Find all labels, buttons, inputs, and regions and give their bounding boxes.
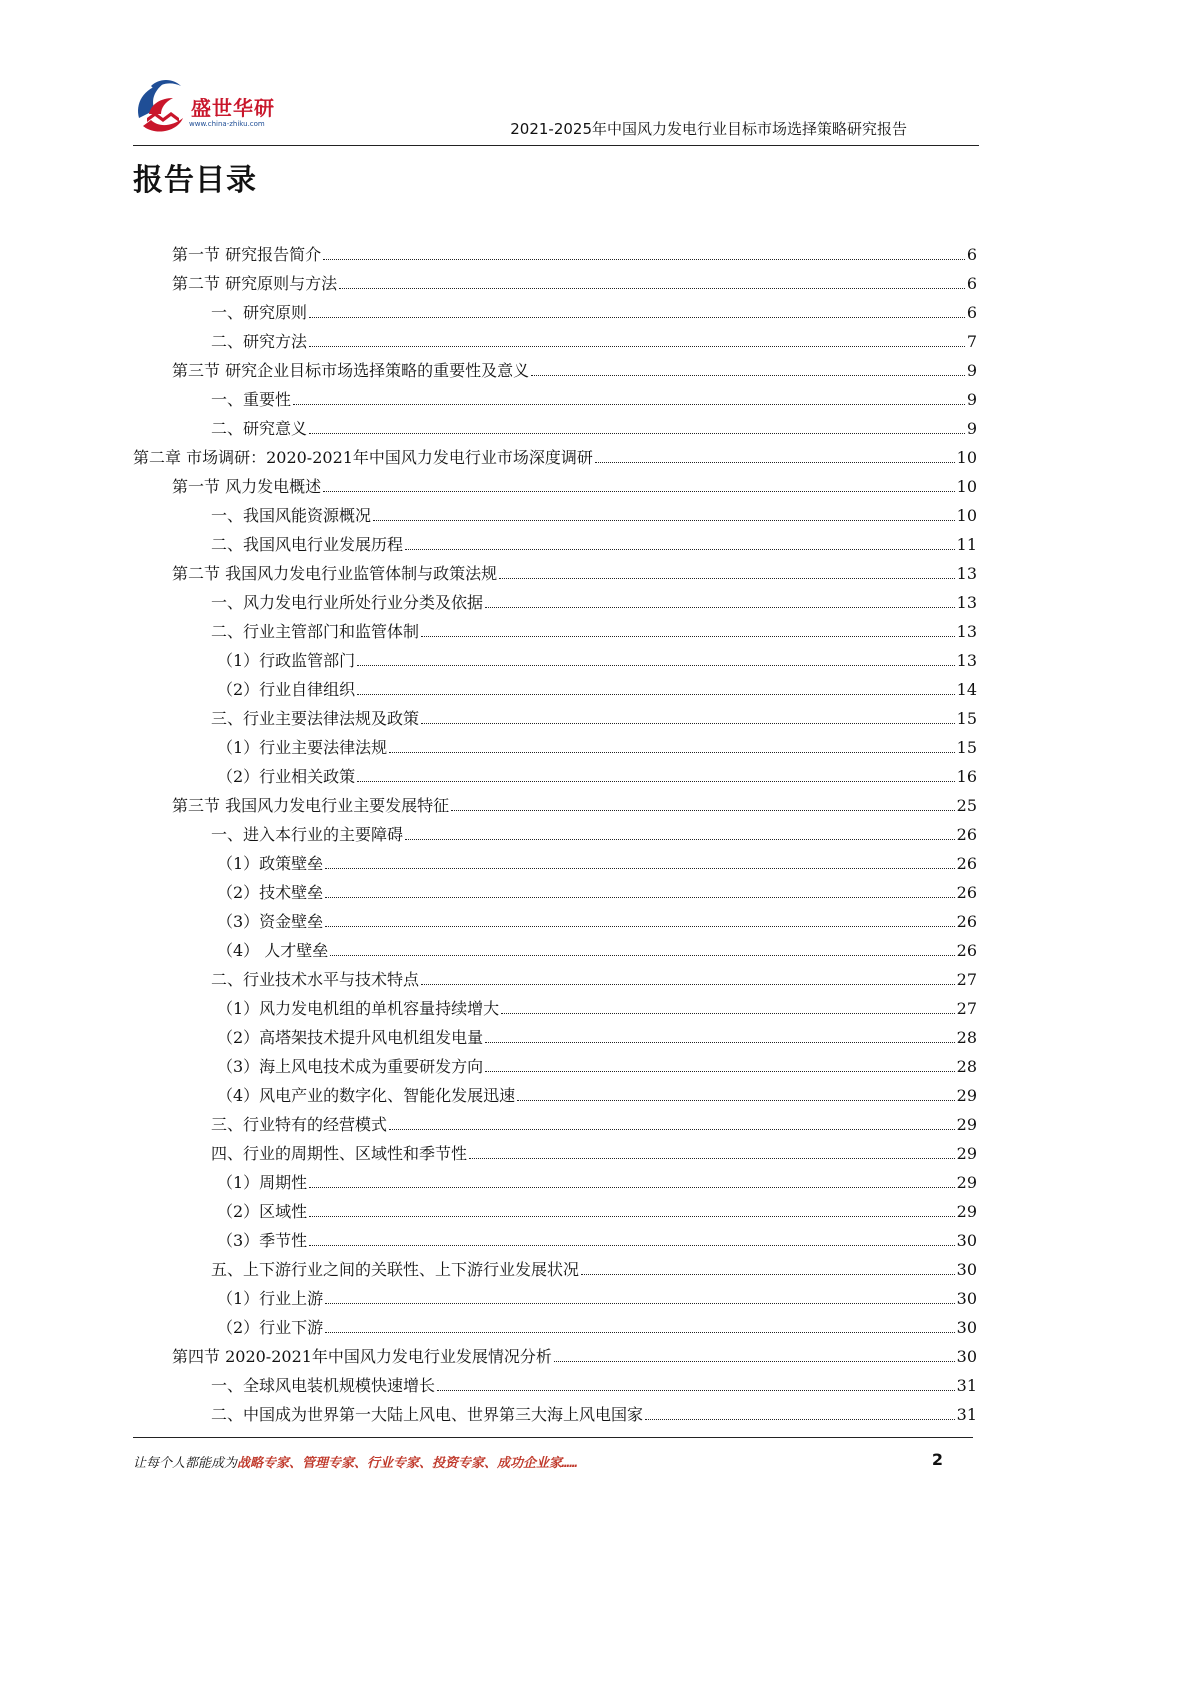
toc-entry-label: 第一节 风力发电概述 [172,477,322,496]
toc-entry-page: 28 [956,1028,977,1047]
toc-entry[interactable] [133,820,977,849]
toc-entry[interactable] [133,1110,977,1139]
toc-dot-leader [323,240,965,269]
toc-entry[interactable] [133,240,977,269]
toc-entry-page: 26 [956,854,977,873]
toc-entry-page: 9 [966,419,977,438]
toc-entry-label: （4） 人才壁垒 [217,941,329,960]
page-number: 2 [931,1450,943,1469]
toc-dot-leader [517,1081,954,1110]
toc-entry-page: 10 [956,448,977,467]
toc-dot-leader [389,733,954,762]
toc-entry-page: 11 [956,535,977,554]
toc-entry[interactable] [133,1342,977,1371]
logo-swoosh-icon [133,74,193,138]
toc-entry-page: 26 [956,883,977,902]
report-title: 2021-2025年中国风力发电行业目标市场选择策略研究报告 [510,120,907,138]
toc-dot-leader [339,269,965,298]
toc-entry[interactable] [133,559,977,588]
toc-entry-label: 第一节 研究报告简介 [172,245,322,264]
toc-entry-label: （1）政策壁垒 [217,854,324,873]
toc-entry[interactable] [133,733,977,762]
toc-dot-leader [325,1313,954,1342]
toc-entry[interactable] [133,269,977,298]
toc-entry-label: （1）行业上游 [217,1289,324,1308]
toc-entry[interactable] [133,356,977,385]
toc-entry-page: 30 [956,1289,977,1308]
toc-dot-leader [554,1342,955,1371]
toc-dot-leader [309,1197,954,1226]
company-logo [133,74,293,138]
toc-entry-page: 13 [956,622,977,641]
toc-entry-label: （2）行业下游 [217,1318,324,1337]
toc-entry-page: 15 [956,738,977,757]
toc-entry-label: 一、我国风能资源概况 [211,506,372,525]
toc-dot-leader [389,1110,955,1139]
toc-dot-leader [309,1168,954,1197]
toc-entry[interactable] [133,1400,977,1429]
toc-dot-leader [581,1255,955,1284]
toc-entry[interactable] [133,530,977,559]
header-divider [133,145,979,146]
toc-dot-leader [325,907,954,936]
toc-entry-label: 第三节 我国风力发电行业主要发展特征 [172,796,450,815]
toc-dot-leader [421,965,955,994]
toc-dot-leader [357,762,954,791]
toc-entry[interactable] [133,1313,977,1342]
toc-entry-page: 6 [966,274,977,293]
toc-entry-label: 二、行业技术水平与技术特点 [211,970,420,989]
toc-entry-label: （1）行业主要法律法规 [217,738,388,757]
toc-dot-leader [645,1400,955,1429]
toc-entry-label: 四、行业的周期性、区域性和季节性 [211,1144,468,1163]
toc-entry-page: 13 [956,593,977,612]
toc-entry[interactable] [133,588,977,617]
toc-entry[interactable] [133,646,977,675]
toc-dot-leader [421,704,955,733]
toc-dot-leader [309,414,965,443]
toc-entry-page: 29 [956,1144,977,1163]
toc-dot-leader [485,1023,954,1052]
toc-entry-page: 31 [956,1405,977,1424]
toc-entry-page: 29 [956,1086,977,1105]
toc-dot-leader [469,1139,955,1168]
footer-slogan-accent: 战略专家、管理专家、行业专家、投资专家、成功企业家…… [237,1456,578,1471]
toc-entry-label: 二、行业主管部门和监管体制 [211,622,420,641]
toc-dot-leader [309,298,965,327]
toc-entry-page: 15 [956,709,977,728]
toc-entry-page: 9 [966,361,977,380]
toc-dot-leader [499,559,955,588]
toc-entry-page: 29 [956,1115,977,1134]
toc-entry-label: 二、研究意义 [211,419,308,438]
toc-entry[interactable] [133,385,977,414]
toc-entry[interactable] [133,472,977,501]
toc-dot-leader [531,356,965,385]
toc-entry[interactable] [133,1284,977,1313]
toc-entry-label: （4）风电产业的数字化、智能化发展迅速 [217,1086,516,1105]
toc-entry[interactable] [133,443,977,472]
toc-entry[interactable] [133,849,977,878]
footer-divider [133,1437,973,1438]
toc-entry[interactable] [133,414,977,443]
toc-entry-label: （3）海上风电技术成为重要研发方向 [217,1057,484,1076]
toc-entry[interactable] [133,1226,977,1255]
toc-dot-leader [373,501,955,530]
toc-entry-label: 一、重要性 [211,390,292,409]
toc-entry[interactable] [133,791,977,820]
toc-entry[interactable] [133,762,977,791]
toc-entry-page: 9 [966,390,977,409]
toc-entry[interactable] [133,1168,977,1197]
toc-entry-label: （3）资金壁垒 [217,912,324,931]
toc-dot-leader [325,878,954,907]
toc-entry-page: 6 [966,245,977,264]
toc-dot-leader [357,675,954,704]
toc-entry-page: 30 [956,1260,977,1279]
page-header [133,72,979,146]
toc-entry-label: 第二节 我国风力发电行业监管体制与政策法规 [172,564,498,583]
toc-entry[interactable] [133,298,977,327]
toc-entry[interactable] [133,965,977,994]
page-footer [133,1452,979,1472]
toc-entry[interactable] [133,501,977,530]
toc-entry-label: 三、行业特有的经营模式 [211,1115,388,1134]
toc-entry-page: 6 [966,303,977,322]
toc-entry[interactable] [133,907,977,936]
toc-entry-label: （1）行政监管部门 [217,651,356,670]
toc-entry[interactable] [133,994,977,1023]
footer-slogan-lead: 让每个人都能成为 [133,1456,238,1471]
toc-dot-leader [309,1226,954,1255]
toc-entry-label: （2）区域性 [217,1202,308,1221]
toc-dot-leader [325,1284,954,1313]
toc-entry[interactable] [133,1139,977,1168]
toc-entry-page: 26 [956,825,977,844]
toc-entry-label: 第二章 市场调研：2020-2021年中国风力发电行业市场深度调研 [133,448,593,467]
toc-entry[interactable] [133,1023,977,1052]
toc-entry-page: 26 [956,941,977,960]
toc-dot-leader [501,994,954,1023]
toc-entry-page: 27 [956,999,977,1018]
toc-dot-leader [325,849,954,878]
table-of-contents [133,240,977,1429]
toc-entry-page: 26 [956,912,977,931]
toc-entry-label: 二、研究方法 [211,332,308,351]
toc-entry[interactable] [133,1255,977,1284]
toc-entry-label: （1）周期性 [217,1173,308,1192]
toc-entry-label: 三、行业主要法律法规及政策 [211,709,420,728]
toc-entry-label: 第二节 研究原则与方法 [172,274,338,293]
toc-entry-label: 五、上下游行业之间的关联性、上下游行业发展状况 [211,1260,580,1279]
toc-entry-page: 13 [956,651,977,670]
toc-entry-page: 13 [956,564,977,583]
toc-dot-leader [293,385,965,414]
toc-entry-label: 二、中国成为世界第一大陆上风电、世界第三大海上风电国家 [211,1405,644,1424]
toc-entry[interactable] [133,936,977,965]
toc-entry-label: 二、我国风电行业发展历程 [211,535,404,554]
toc-dot-leader [405,820,955,849]
toc-entry-label: 一、进入本行业的主要障碍 [211,825,404,844]
toc-entry[interactable] [133,675,977,704]
toc-entry-label: （2）行业相关政策 [217,767,356,786]
toc-entry-label: 第四节 2020-2021年中国风力发电行业发展情况分析 [172,1347,552,1366]
toc-dot-leader [357,646,954,675]
toc-entry-label: （2）高塔架技术提升风电机组发电量 [217,1028,484,1047]
toc-entry[interactable] [133,1371,977,1400]
toc-dot-leader [485,588,955,617]
toc-entry[interactable] [133,1197,977,1226]
toc-entry[interactable] [133,1052,977,1081]
toc-entry[interactable] [133,327,977,356]
toc-entry[interactable] [133,878,977,907]
toc-entry-label: 一、研究原则 [211,303,308,322]
toc-dot-leader [485,1052,954,1081]
toc-entry-page: 25 [956,796,977,815]
logo-url: www.china-zhiku.com [189,120,265,128]
toc-entry-label: （3）季节性 [217,1231,308,1250]
toc-entry-label: （2）行业自律组织 [217,680,356,699]
toc-entry-label: 一、风力发电行业所处行业分类及依据 [211,593,484,612]
toc-dot-leader [330,936,954,965]
toc-dot-leader [595,443,955,472]
toc-entry-label: （1）风力发电机组的单机容量持续增大 [217,999,500,1018]
toc-entry-label: 一、全球风电装机规模快速增长 [211,1376,436,1395]
toc-entry-label: 第三节 研究企业目标市场选择策略的重要性及意义 [172,361,530,380]
toc-entry-page: 10 [956,506,977,525]
toc-entry-page: 30 [956,1347,977,1366]
toc-entry-page: 30 [956,1231,977,1250]
toc-entry-page: 7 [966,332,977,351]
toc-entry-page: 27 [956,970,977,989]
toc-entry[interactable] [133,704,977,733]
toc-entry[interactable] [133,1081,977,1110]
toc-entry-label: （2）技术壁垒 [217,883,324,902]
toc-entry-page: 14 [956,680,977,699]
toc-dot-leader [309,327,965,356]
toc-entry-page: 28 [956,1057,977,1076]
logo-text: 盛世华研 [191,96,275,120]
toc-entry-page: 29 [956,1202,977,1221]
toc-entry-page: 30 [956,1318,977,1337]
toc-dot-leader [323,472,955,501]
toc-entry-page: 10 [956,477,977,496]
toc-heading: 报告目录 [133,163,257,198]
toc-entry-page: 31 [956,1376,977,1395]
toc-dot-leader [437,1371,955,1400]
toc-dot-leader [451,791,955,820]
toc-entry-page: 29 [956,1173,977,1192]
toc-dot-leader [421,617,955,646]
toc-dot-leader [405,530,955,559]
toc-entry[interactable] [133,617,977,646]
toc-entry-page: 16 [956,767,977,786]
